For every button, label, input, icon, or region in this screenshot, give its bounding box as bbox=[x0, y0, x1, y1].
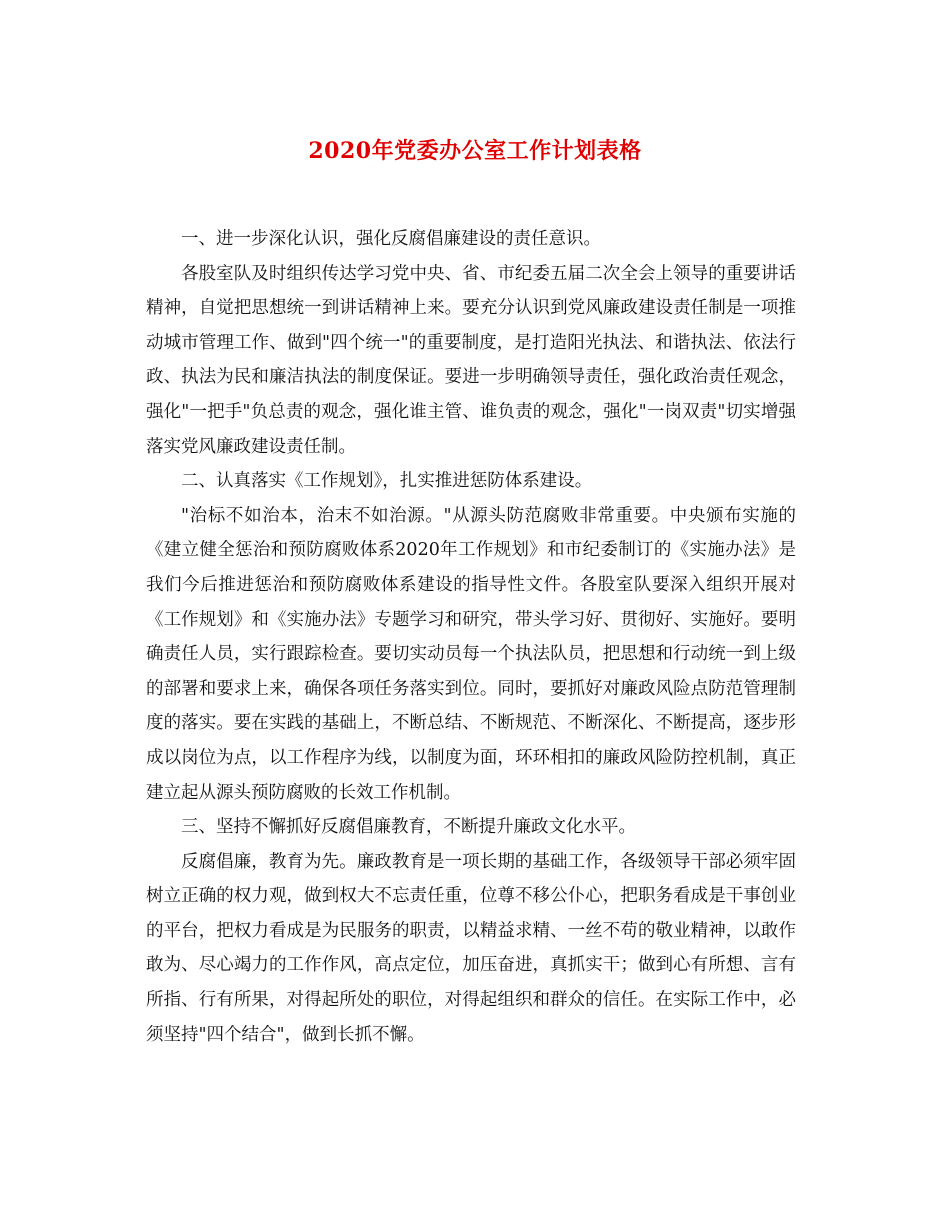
document-title: 2020年党委办公室工作计划表格 bbox=[308, 138, 642, 164]
section-heading-3: 三、坚持不懈抓好反腐倡廉教育，不断提升廉政文化水平。 bbox=[181, 817, 636, 838]
section-heading-2: 二、认真落实《工作规划》，扎实推进惩防体系建设。 bbox=[181, 471, 593, 492]
body-paragraph-3: 反腐倡廉，教育为先。廉政教育是一项长期的基础工作，各级领导干部必须牢固树立正确的权力观，做到权大不忘责任重，位尊不移公仆心，把职务看成是干事创业的平台，把权力看成是为民服务的职责，以精益求精、一丝不苟的敬业精神，以敢作敢为、尽心竭力的工作作风，高点定位，加压奋进，真抓实干；做到心有所想、言有所指、行有所果，对得起所处的职位，对得起组织和群众的信任。在实际工作中，必须坚持"四个结合"，做到长抓不懈。 bbox=[146, 851, 796, 1045]
document-body bbox=[146, 222, 796, 1052]
body-paragraph-2: "治标不如治本，治末不如治源。"从源头防范腐败非常重要。中央颁布实施的《建立健全惩治和预防腐败体系2020年工作规划》和市纪委制订的《实施办法》是我们今后推进惩治和预防腐败体系建设的指导性文件。各股室队要深入组织开展对《工作规划》和《实施办法》专题学习和研究，带头学习好、贯彻好、实施好。要明确责任人员，实行跟踪检查。要切实动员每一个执法队员，把思想和行动统一到上级的部署和要求上来，确保各项任务落实到位。同时，要抓好对廉政风险点防范管理制度的落实。要在实践的基础上，不断总结、不断规范、不断深化、不断提高，逐步形成以岗位为点，以工作程序为线，以制度为面，环环相扣的廉政风险防控机制，真正建立起从源头预防腐败的长效工作机制。 bbox=[146, 505, 796, 803]
body-paragraph-1: 各股室队及时组织传达学习党中央、省、市纪委五届二次全会上领导的重要讲话精神，自觉把思想统一到讲话精神上来。要充分认识到党风廉政建设责任制是一项推动城市管理工作、做到"四个统一"的重要制度，是打造阳光执法、和谐执法、依法行政、执法为民和廉洁执法的制度保证。要进一步明确领导责任，强化政治责任观念，强化"一把手"负总责的观念，强化谁主管、谁负责的观念，强化"一岗双责"切实增强落实党风廉政建设责任制。 bbox=[146, 263, 796, 457]
section-heading-1: 一、进一步深化认识，强化反腐倡廉建设的责任意识。 bbox=[181, 229, 601, 249]
